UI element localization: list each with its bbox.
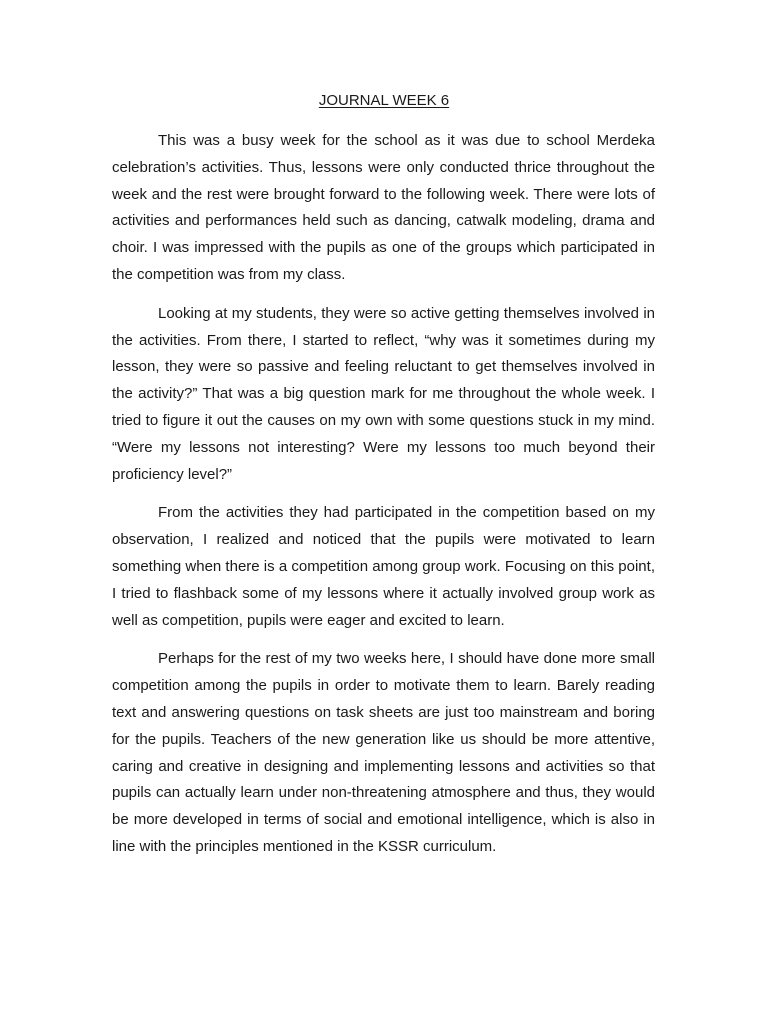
paragraph-4: Perhaps for the rest of my two weeks here, I should have done more small competition among the pupils in order to motivate them to learn. Barely reading text and answering questions on task sheets are just too mainstream and boring for the pupils. Teachers of the new generation like us should be more attentive, caring and creative in designing and implementing lessons and activities so that pupils can actually learn under non-threatening atmosphere and thus, they would be more developed in terms of social and emotional intelligence, which is also in line with the principles mentioned in the KSSR curriculum. [112, 650, 655, 855]
paragraph-2: Looking at my students, they were so active getting themselves involved in the activities. From there, I started to reflect, “why was it sometimes during my lesson, they were so passive and feeling reluctant to get themselves involved in the activity?” That was a big question mark for me throughout the whole week. I tried to figure it out the causes on my own with some questions stuck in my mind. “Were my lessons not interesting? Were my lessons too much beyond their proficiency level?” [112, 304, 655, 483]
document-title: JOURNAL WEEK 6 [318, 92, 450, 109]
paragraph-1: This was a busy week for the school as it was due to school Merdeka celebration’s activities. Thus, lessons were only conducted thrice throughout the week and the rest were brought forward to the following week. There were lots of activities and performances held such as dancing, catwalk modeling, drama and choir. I was impressed with the pupils as one of the groups which participated in the competition was from my class. [112, 132, 655, 283]
paragraph-3: From the activities they had participated in the competition based on my observation, I realized and noticed that the pupils were motivated to learn something when there is a competition among group work. Focusing on this point, I tried to flashback some of my lessons where it actually involved group work as well as competition, pupils were eager and excited to learn. [112, 504, 655, 629]
document-body [112, 128, 655, 873]
